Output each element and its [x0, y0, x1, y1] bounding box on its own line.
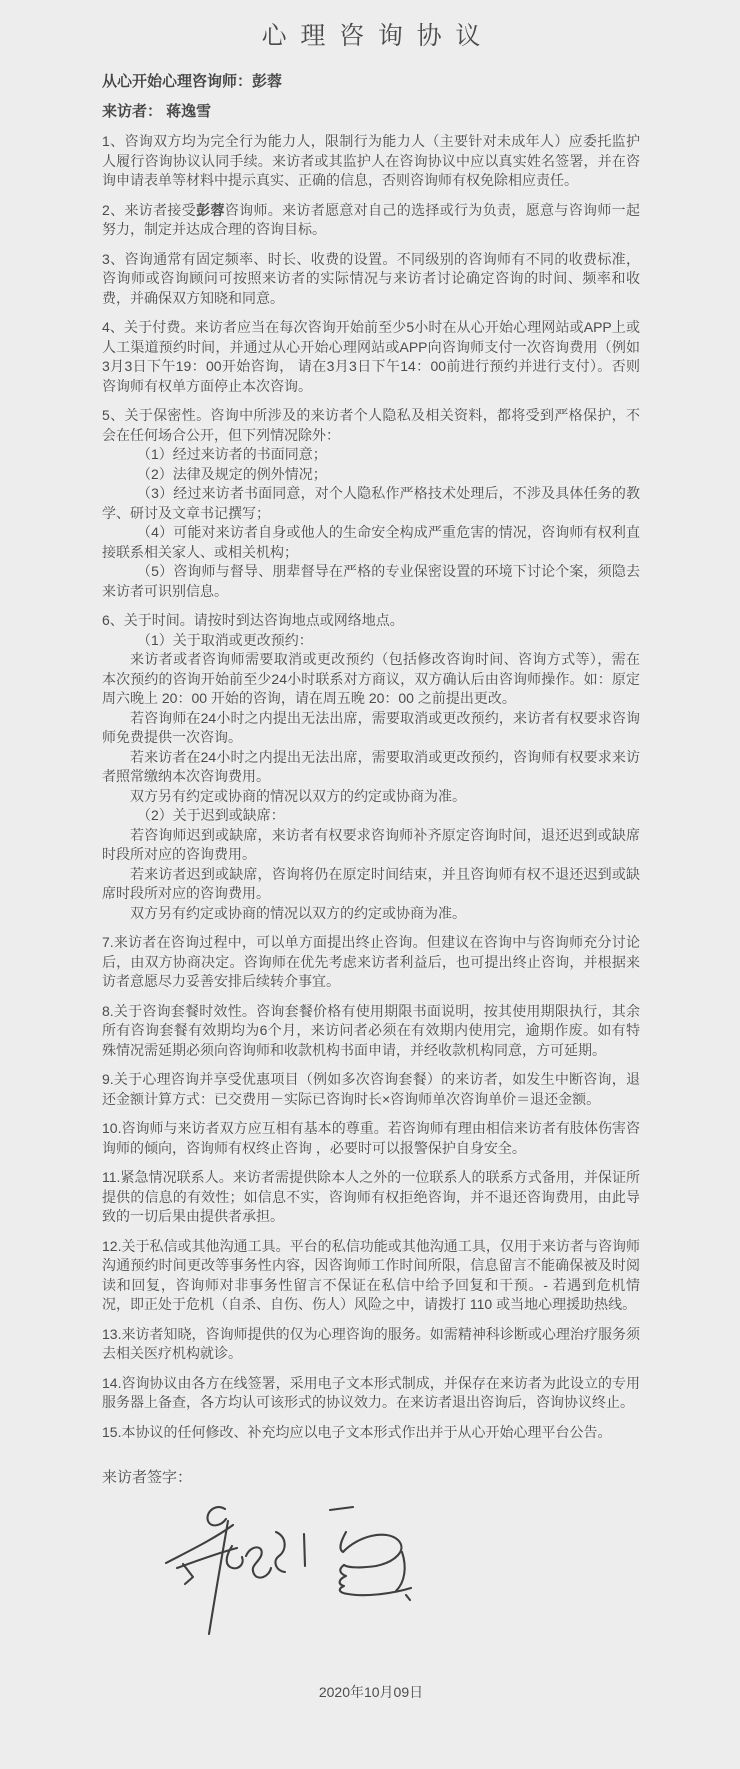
paragraph [102, 748, 640, 787]
paragraph [102, 865, 640, 904]
paragraph-text: 来访者或者咨询师需要取消或更改预约（包括修改咨询时间、咨询方式等），需在本次预约的咨询开始前至少24小时联系对方商议，双方确认后由咨询师操作。如：原定周六晚上 20：00 开始的咨询，请在周五晚 20：00 之前提出更改。 [102, 651, 640, 706]
paragraph [102, 1119, 640, 1158]
visitor-line [102, 102, 640, 122]
paragraph-text: 8.关于咨询套餐时效性。咨询套餐价格有使用期限书面说明，按其使用期限执行，其余所有咨询套餐有效期均为6个月，来访问者必须在有效期内使用完，逾期作废。如有特殊情况需延期必须向咨询师和收款机构书面申请，并经收款机构同意，方可延期。 [102, 1002, 640, 1058]
counselor-line [102, 72, 640, 92]
agreement-date: 2020年10月09日 [318, 1684, 424, 1700]
signature-stroke [396, 1552, 405, 1591]
page-title: 心理咨询协议 [261, 22, 495, 50]
paragraph [102, 406, 640, 445]
paragraph-text: 双方另有约定或协商的情况以双方的约定或协商为准。 [130, 904, 466, 921]
signature-stroke [246, 1547, 271, 1577]
paragraph-text: （2）法律及规定的例外情况； [137, 465, 327, 482]
paragraph [102, 201, 640, 240]
visitor-signature [158, 1494, 438, 1664]
visitor-label: 来访者： [102, 103, 167, 120]
signature-stroke [406, 1595, 410, 1600]
paragraph-text: （1）经过来访者的书面同意； [137, 446, 327, 462]
signature-stroke [304, 1534, 305, 1566]
paragraph-text: 若咨询师在24小时之内提出无法出席，需要取消或更改预约，来访者有权要求咨询师免费提供一次咨询。 [102, 709, 640, 745]
signature-stroke [340, 1565, 348, 1594]
paragraph [102, 1423, 640, 1443]
paragraph [102, 1325, 640, 1364]
counselor-name-emphasis: 彭蓉 [196, 201, 225, 218]
paragraph [102, 1374, 640, 1413]
signature-label: 来访者签字： [102, 1469, 193, 1486]
signature-stroke [183, 1564, 193, 1584]
paragraph [102, 806, 640, 826]
signature-stroke [207, 1507, 226, 1525]
visitor-name: 蒋逸雪 [166, 103, 212, 120]
paragraph [102, 1070, 640, 1109]
paragraph [102, 484, 640, 523]
paragraph-text: （2）关于迟到或缺席： [137, 807, 285, 823]
paragraph [102, 933, 640, 992]
paragraph [102, 523, 640, 562]
paragraph [102, 904, 640, 924]
paragraph-text: 9.关于心理咨询并享受优惠项目（例如多次咨询套餐）的来访者，如发生中断咨询，退还金额计算方式：已交费用－实际已咨询时长×咨询师单次咨询单价＝退还金额。 [102, 1071, 640, 1107]
signature-area [102, 1494, 640, 1672]
paragraph [102, 250, 640, 309]
paragraph-text: （4）可能对来访者自身或他人的生命安全构成严重危害的情况，咨询师有权利直接联系相关家人、或相关机构； [102, 524, 640, 560]
paragraph-text: 2、来访者接受 [102, 201, 197, 218]
paragraph [102, 1237, 640, 1315]
paragraph-text: 4、关于付费。来访者应当在每次咨询开始前至少5小时在从心开始心理网站或APP上或人工渠道预约时间，并通过从心开始心理网站或APP向咨询师支付一次咨询费用（例如3月3日下午19：00开始咨询， 请在3月3日下午14：00前进行预约并进行支付）。否则咨询师有权单方面停止本次咨询。 [102, 319, 640, 394]
paragraph [102, 787, 640, 807]
paragraph [102, 318, 640, 396]
signature-stroke [340, 1532, 401, 1567]
paragraph [102, 1168, 640, 1227]
paragraph-text: 6、关于时间。请按时到达咨询地点或网络地点。 [102, 612, 404, 628]
paragraph-text: 双方另有约定或协商的情况以双方的约定或协商为准。 [130, 787, 466, 804]
paragraph [102, 631, 640, 651]
paragraph [102, 826, 640, 865]
paragraph [102, 132, 640, 191]
paragraph-text: 10.咨询师与来访者双方应互相有基本的尊重。若咨询师有理由相信来访者有肢体伤害咨询师的倾向，咨询师有权终止咨询 ，必要时可以报警保护自身安全。 [102, 1120, 640, 1156]
paragraph [102, 709, 640, 748]
counselor-label: 从心开始心理咨询师： [102, 73, 253, 90]
paragraph-text: 7.来访者在咨询过程中，可以单方面提出终止咨询。但建议在咨询中与咨询师充分讨论后，由双方协商决定。咨询师在优先考虑来访者利益后，也可提出终止咨询，并根据来访者意愿尽力妥善安排后续转介事宜。 [102, 934, 640, 989]
paragraph-text: 若来访者在24小时之内提出无法出席，需要取消或更改预约，咨询师有权要求来访者照常缴纳本次咨询费用。 [102, 748, 640, 784]
clauses [102, 132, 640, 1442]
paragraph-text: （5）咨询师与督导、朋辈督导在严格的专业保密设置的环境下讨论个案，须隐去来访者可识别信息。 [102, 563, 640, 599]
paragraph-text: 14.咨询协议由各方在线签署，采用电子文本形式制成，并保存在来访者为此设立的专用服务器上备查，各方均认可该形式的协议效力。在来访者退出咨询后，咨询协议终止。 [102, 1374, 640, 1410]
paragraph-text: 3、咨询通常有固定频率、时长、收费的设置。不同级别的咨询师有不同的收费标准，咨询师或咨询顾问可按照来访者的实际情况与来访者讨论确定咨询的时间、频率和收费，并确保双方知晓和同意。 [102, 250, 640, 306]
counselor-name: 彭蓉 [252, 73, 283, 90]
paragraph-text: 咨询师。来访者愿意对自己的选择或行为负责，愿意与咨询师一起努力，制定并达成合理的咨询目标。 [102, 201, 641, 237]
paragraph [102, 611, 640, 631]
paragraph-text: 12.关于私信或其他沟通工具。平台的私信功能或其他沟通工具，仅用于来访者与咨询师沟通预约时间更改等事务性内容，因咨询师工作时间所限，信息留言不能确保被及时阅读和回复，咨询师对非事务性留言不保证在私信中给予回复和干预。- 若遇到危机情况，即正处于危机（自杀、自伤、伤人）风险之中，请拨打 110 或当地心理援助热线。 [102, 1237, 640, 1312]
paragraph-text: （1）关于取消或更改预约： [137, 631, 313, 648]
signature-stroke [275, 1532, 285, 1572]
paragraph-text: 13.来访者知晓，咨询师提供的仅为心理咨询的服务。如需精神科诊断或心理治疗服务须去相关医疗机构就诊。 [102, 1325, 640, 1361]
paragraph-text: 若来访者迟到或缺席，咨询将仍在原定时间结束，并且咨询师有权不退还迟到或缺席时段所对应的咨询费用。 [102, 865, 640, 901]
paragraph-text: 11.紧急情况联系人。来访者需提供除本人之外的一位联系人的联系方式备用，并保证所提供的信息的有效性；如信息不实，咨询师有权拒绝咨询，并不退还咨询费用，由此导致的一切后果由提供者承担。 [102, 1169, 640, 1224]
paragraph-text: 1、咨询双方均为完全行为能力人，限制行为能力人（主要针对未成年人）应委托监护人履行咨询协议认同手续。来访者或其监护人在咨询协议中应以真实姓名签署，并在咨询申请表单等材料中提示真实、正确的信息，否则咨询师有权免除相应责任。 [102, 133, 640, 188]
signature-stroke [330, 1507, 353, 1510]
paragraph-text: 若咨询师迟到或缺席，来访者有权要求咨询师补齐原定咨询时间，退还迟到或缺席时段所对应的咨询费用。 [102, 826, 640, 862]
paragraph-text: 15.本协议的任何修改、补充均应以电子文本形式作出并于从心开始心理平台公告。 [102, 1423, 612, 1440]
signature-stroke [348, 1588, 411, 1595]
paragraph [102, 562, 640, 601]
paragraph-text: 5、关于保密性。咨询中所涉及的来访者个人隐私及相关资料，都将受到严格保护，不会在任何场合公开，但下列情况除外： [102, 407, 640, 443]
paragraph [102, 1002, 640, 1061]
signature-stroke [166, 1525, 233, 1563]
paragraph [102, 445, 640, 465]
paragraph-text: （3）经过来访者书面同意，对个人隐私作严格技术处理后，不涉及具体任务的教学、研讨及文章书记撰写； [102, 485, 640, 521]
paragraph [102, 650, 640, 709]
paragraph [102, 465, 640, 485]
